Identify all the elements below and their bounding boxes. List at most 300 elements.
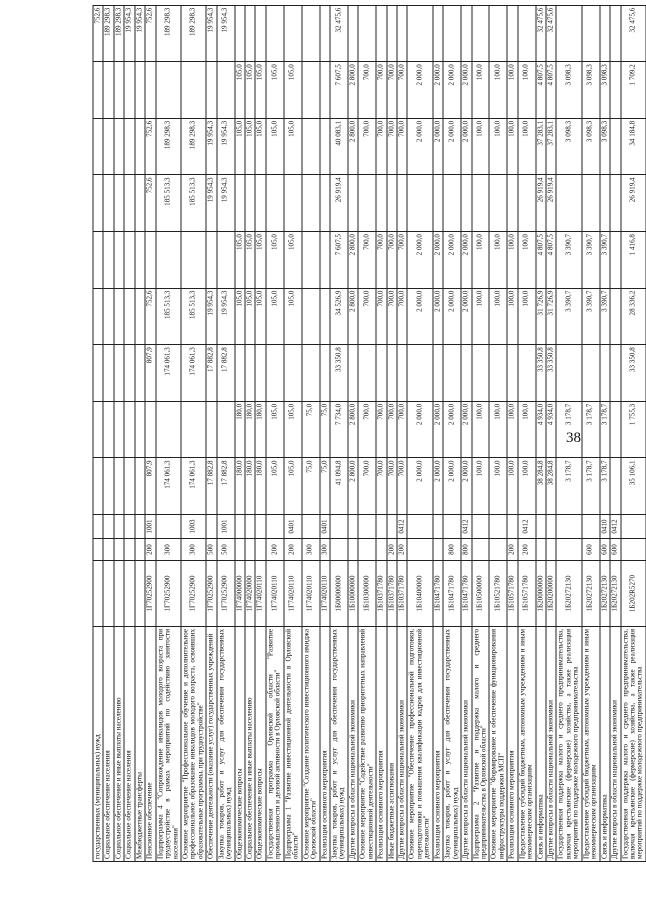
amount-cell [284, 175, 302, 232]
amount-cell: 105,0 [255, 118, 265, 175]
amount-cell [206, 232, 216, 289]
section-cell: 1003 [181, 515, 206, 539]
amount-cell: 174 061,3 [181, 458, 206, 515]
amount-cell: 2 000,0 [433, 288, 443, 345]
amount-cell: 3 390,7 [600, 232, 610, 289]
amount-cell [156, 401, 181, 458]
section-cell [302, 515, 320, 539]
expense-type-cell: 300 [156, 539, 181, 561]
amount-cell: 105,0 [266, 118, 284, 175]
amount-cell: 189 298,3 [156, 5, 181, 62]
amount-cell: 2 000,0 [433, 62, 443, 119]
amount-cell: 700,0 [397, 232, 407, 289]
section-cell [621, 515, 646, 539]
amount-cell: 700,0 [358, 458, 376, 515]
amount-cell: 752,6 [145, 288, 155, 345]
expense-type-cell [93, 539, 103, 561]
amount-cell: 185 513,3 [156, 288, 181, 345]
table-row [461, 5, 471, 861]
table-row [546, 5, 556, 861]
amount-cell: 100,0 [507, 288, 517, 345]
expense-type-cell: 200 [518, 539, 536, 561]
expense-type-cell: 200 [507, 539, 517, 561]
row-name-cell: Реализация основного мероприятия [376, 627, 386, 862]
amount-cell: 105,0 [266, 401, 284, 458]
amount-cell: 2 000,0 [433, 401, 443, 458]
budget-table [93, 5, 646, 862]
amount-cell [245, 5, 255, 62]
amount-cell: 34 526,9 [330, 288, 348, 345]
amount-cell: 3 390,7 [556, 232, 581, 289]
section-cell [245, 515, 255, 539]
amount-cell: 174 061,3 [156, 345, 181, 402]
amount-cell: 700,0 [387, 118, 397, 175]
amount-cell: 700,0 [376, 232, 386, 289]
target-article-cell [93, 561, 103, 627]
expense-type-cell [489, 539, 507, 561]
table-row [103, 5, 113, 861]
table-row [621, 5, 646, 861]
amount-cell: 3 098,3 [600, 62, 610, 119]
expense-type-cell: 200 [145, 539, 155, 561]
section-cell: 0412 [397, 515, 407, 539]
section-cell [93, 515, 103, 539]
amount-cell: 3 098,3 [582, 62, 600, 119]
row-name-cell: Другие вопросы в области национальной экономики [546, 627, 556, 862]
amount-cell: 7 607,5 [330, 62, 348, 119]
amount-cell: 700,0 [358, 118, 376, 175]
expense-type-cell [358, 539, 376, 561]
row-name-cell: Связь и информатика [536, 627, 546, 862]
expense-type-cell: 300 [320, 539, 330, 561]
amount-cell: 3 390,7 [556, 288, 581, 345]
amount-cell [93, 345, 103, 402]
amount-cell [135, 118, 145, 175]
target-article-cell: 1Б10371780 [397, 561, 407, 627]
amount-cell: 19 954,3 [206, 118, 216, 175]
amount-cell: 100,0 [472, 288, 490, 345]
amount-cell [93, 232, 103, 289]
row-name-cell: Другие вопросы в области национальной экономики [397, 627, 407, 862]
amount-cell [124, 401, 134, 458]
amount-cell [461, 5, 471, 62]
amount-cell [600, 5, 610, 62]
amount-cell: 17 882,8 [217, 345, 235, 402]
target-article-cell: 1Г74020110 [302, 561, 320, 627]
section-cell: 0412 [518, 515, 536, 539]
table-row [330, 5, 348, 861]
expense-type-cell [245, 539, 255, 561]
amount-cell [93, 62, 103, 119]
table-row [93, 5, 103, 861]
amount-cell: 2 800,0 [348, 288, 358, 345]
amount-cell [507, 175, 517, 232]
amount-cell: 180,0 [245, 458, 255, 515]
amount-cell: 32 475,6 [536, 5, 546, 62]
amount-cell: 2 000,0 [407, 288, 432, 345]
amount-cell: 75,0 [302, 401, 320, 458]
amount-cell: 19 954,3 [217, 175, 235, 232]
target-article-cell [114, 561, 124, 627]
amount-cell: 2 000,0 [461, 288, 471, 345]
amount-cell: 3 178,7 [582, 458, 600, 515]
amount-cell: 2 000,0 [407, 62, 432, 119]
amount-cell: 105,0 [284, 62, 302, 119]
amount-cell: 4 934,0 [546, 401, 556, 458]
row-name-cell: Подпрограмма 4 "Сопровождение инвалидов молодого возраста при трудоустройстве в рамках мероприятий по содействию занятости населения" [156, 627, 181, 862]
amount-cell: 100,0 [518, 118, 536, 175]
amount-cell [114, 288, 124, 345]
amount-cell [320, 62, 330, 119]
amount-cell [135, 232, 145, 289]
row-name-cell: Закупка товаров, работ и услуг для обеспечения государственных (муниципальных) нужд [330, 627, 348, 862]
amount-cell: 807,9 [145, 345, 155, 402]
row-name-cell: Реализация основного мероприятия [433, 627, 443, 862]
amount-cell: 75,0 [320, 401, 330, 458]
amount-cell [124, 288, 134, 345]
amount-cell [114, 175, 124, 232]
target-article-cell: 1Г70252900 [181, 561, 206, 627]
row-name-cell: Общеэкономические вопросы [255, 627, 265, 862]
amount-cell: 2 000,0 [433, 232, 443, 289]
amount-cell [266, 5, 284, 62]
amount-cell: 700,0 [397, 288, 407, 345]
amount-cell: 100,0 [518, 62, 536, 119]
row-name-cell: Основное мероприятие "Формирование и обеспечение функционирования инфраструктуры поддержки МСП" [489, 627, 507, 862]
amount-cell: 2 000,0 [461, 118, 471, 175]
amount-cell [135, 458, 145, 515]
amount-cell [124, 175, 134, 232]
amount-cell: 40 083,1 [330, 118, 348, 175]
amount-cell: 180,0 [245, 401, 255, 458]
section-cell [124, 515, 134, 539]
section-cell [348, 515, 358, 539]
expense-type-cell: 500 [217, 539, 235, 561]
amount-cell [348, 175, 358, 232]
section-cell: 0412 [610, 515, 620, 539]
amount-cell [358, 345, 376, 402]
expense-type-cell: 300 [302, 539, 320, 561]
amount-cell [266, 175, 284, 232]
amount-cell: 4 807,5 [536, 232, 546, 289]
amount-cell [489, 5, 507, 62]
amount-cell [255, 175, 265, 232]
amount-cell: 19 954,3 [206, 5, 216, 62]
section-cell [156, 515, 181, 539]
expense-type-cell [114, 539, 124, 561]
amount-cell [245, 345, 255, 402]
expense-type-cell: 600 [600, 539, 610, 561]
amount-cell: 1 416,8 [621, 232, 646, 289]
target-article-cell [124, 561, 134, 627]
amount-cell: 2 000,0 [407, 232, 432, 289]
amount-cell: 105,0 [266, 62, 284, 119]
amount-cell: 2 000,0 [433, 118, 443, 175]
amount-cell: 700,0 [358, 288, 376, 345]
amount-cell [124, 345, 134, 402]
table-row [245, 5, 255, 861]
target-article-cell: 1Б10000000 [348, 561, 358, 627]
expense-type-cell: 200 [397, 539, 407, 561]
amount-cell [443, 345, 461, 402]
target-article-cell: 1Г74020110 [320, 561, 330, 627]
amount-cell [610, 401, 620, 458]
amount-cell [443, 175, 461, 232]
amount-cell: 100,0 [472, 401, 490, 458]
amount-cell: 700,0 [376, 118, 386, 175]
amount-cell [302, 5, 320, 62]
section-cell [135, 515, 145, 539]
expense-type-cell [103, 539, 113, 561]
row-name-cell: Другие вопросы в области национальной экономики [610, 627, 620, 862]
amount-cell: 38 284,8 [536, 458, 546, 515]
target-article-cell [103, 561, 113, 627]
section-cell [407, 515, 432, 539]
target-article-cell: 1Б10300000 [358, 561, 376, 627]
amount-cell [103, 118, 113, 175]
table-row [235, 5, 245, 861]
amount-cell [376, 5, 386, 62]
amount-cell [507, 5, 517, 62]
amount-cell [397, 175, 407, 232]
row-name-cell: Государственная программа Орловской области "Развитие промышленности и деловой активности в Орловской области" [266, 627, 284, 862]
expense-type-cell: 800 [461, 539, 471, 561]
amount-cell: 752,6 [145, 118, 155, 175]
target-article-cell: 1Б202R5270 [621, 561, 646, 627]
amount-cell: 2 000,0 [461, 401, 471, 458]
amount-cell: 189 298,3 [181, 5, 206, 62]
expense-type-cell [124, 539, 134, 561]
amount-cell: 100,0 [518, 232, 536, 289]
amount-cell: 185 513,3 [156, 175, 181, 232]
amount-cell: 189 298,3 [103, 5, 113, 62]
amount-cell [433, 175, 443, 232]
amount-cell [387, 345, 397, 402]
amount-cell [145, 62, 155, 119]
amount-cell: 105,0 [235, 118, 245, 175]
amount-cell: 105,0 [245, 118, 255, 175]
amount-cell [472, 5, 490, 62]
table-row [610, 5, 620, 861]
amount-cell: 17 882,8 [206, 345, 216, 402]
amount-cell [103, 458, 113, 515]
section-cell: 0401 [320, 515, 330, 539]
section-cell: 1001 [217, 515, 235, 539]
table-row [582, 5, 600, 861]
section-cell [582, 515, 600, 539]
amount-cell: 2 000,0 [443, 118, 461, 175]
amount-cell [103, 175, 113, 232]
expense-type-cell [556, 539, 581, 561]
target-article-cell: 1Б10371780 [376, 561, 386, 627]
expense-type-cell [433, 539, 443, 561]
amount-cell: 31 726,9 [546, 288, 556, 345]
expense-type-cell [536, 539, 546, 561]
row-name-cell: Основное мероприятие "Создание политического инвестиционного имиджа Орловской области" [302, 627, 320, 862]
target-article-cell: 1Б10500000 [472, 561, 490, 627]
amount-cell: 3 098,3 [556, 62, 581, 119]
row-name-cell: Реализация основного мероприятия [507, 627, 517, 862]
amount-cell: 752,6 [93, 5, 103, 62]
amount-cell [320, 5, 330, 62]
target-article-cell: 1Б20272130 [556, 561, 581, 627]
amount-cell: 189 298,3 [181, 118, 206, 175]
amount-cell [461, 175, 471, 232]
amount-cell: 4 807,5 [546, 62, 556, 119]
amount-cell [610, 5, 620, 62]
amount-cell: 37 283,1 [546, 118, 556, 175]
section-cell [103, 515, 113, 539]
amount-cell: 3 390,7 [600, 288, 610, 345]
amount-cell: 100,0 [518, 458, 536, 515]
amount-cell [507, 345, 517, 402]
row-name-cell: Иные бюджетные ассигнования [387, 627, 397, 862]
amount-cell: 185 513,3 [181, 175, 206, 232]
amount-cell: 2 000,0 [407, 458, 432, 515]
amount-cell [135, 62, 145, 119]
amount-cell: 180,0 [255, 458, 265, 515]
amount-cell: 2 000,0 [443, 458, 461, 515]
target-article-cell: 1Б10571780 [507, 561, 517, 627]
amount-cell: 105,0 [284, 288, 302, 345]
amount-cell: 180,0 [235, 401, 245, 458]
amount-cell: 180,0 [235, 458, 245, 515]
target-article-cell: 1Б10571780 [518, 561, 536, 627]
amount-cell: 33 350,8 [330, 345, 348, 402]
table-row [206, 5, 216, 861]
amount-cell: 4 807,5 [536, 62, 546, 119]
expense-type-cell: 800 [443, 539, 461, 561]
amount-cell [582, 5, 600, 62]
table-row [114, 5, 124, 861]
target-article-cell: 1Б20200000 [546, 561, 556, 627]
amount-cell: 33 350,8 [536, 345, 546, 402]
amount-cell [302, 175, 320, 232]
section-cell: 0401 [284, 515, 302, 539]
target-article-cell: 1Б00000000 [330, 561, 348, 627]
amount-cell [217, 232, 235, 289]
amount-cell: 3 178,7 [556, 458, 581, 515]
amount-cell: 100,0 [507, 62, 517, 119]
table-row [255, 5, 265, 861]
amount-cell [103, 232, 113, 289]
amount-cell [518, 345, 536, 402]
amount-cell [348, 5, 358, 62]
amount-cell: 3 098,3 [582, 118, 600, 175]
amount-cell: 2 000,0 [407, 401, 432, 458]
amount-cell [235, 175, 245, 232]
amount-cell: 2 000,0 [443, 401, 461, 458]
amount-cell [206, 62, 216, 119]
amount-cell [320, 118, 330, 175]
amount-cell [114, 232, 124, 289]
target-article-cell: 1Г74020110 [284, 561, 302, 627]
amount-cell: 19 954,3 [206, 175, 216, 232]
amount-cell: 105,0 [284, 232, 302, 289]
amount-cell [93, 288, 103, 345]
row-name-cell: Государственная поддержка малого и среднего предпринимательства, включая крестьянские (фермерские) хозяйства, а также реализация мероприятий по поддержке молодежного предпринимательства [556, 627, 581, 862]
row-name-cell: Закупка товаров, работ и услуг для обеспечения государственных (муниципальных) нужд [217, 627, 235, 862]
amount-cell [582, 345, 600, 402]
amount-cell: 105,0 [266, 232, 284, 289]
amount-cell [518, 5, 536, 62]
section-cell: 0410 [600, 515, 610, 539]
section-cell [358, 515, 376, 539]
amount-cell: 100,0 [489, 288, 507, 345]
amount-cell [235, 5, 245, 62]
amount-cell [610, 458, 620, 515]
expense-type-cell: 300 [181, 539, 206, 561]
table-row [217, 5, 235, 861]
table-row [536, 5, 546, 861]
amount-cell [103, 401, 113, 458]
table-row [124, 5, 134, 861]
amount-cell: 26 919,4 [546, 175, 556, 232]
amount-cell: 100,0 [507, 401, 517, 458]
amount-cell: 105,0 [235, 62, 245, 119]
table-row [135, 5, 145, 861]
row-name-cell: Основное мероприятие "Обеспечение профессиональной подготовки, переподготовки и повышения квалификации кадров для инвестиционной деятельности" [407, 627, 432, 862]
amount-cell: 3 098,3 [600, 118, 610, 175]
amount-cell: 100,0 [489, 401, 507, 458]
row-name-cell: Основное мероприятие "Профессиональное обучение и дополнительное профессиональное образование инвалидов молодого возраста, освоивших образовательные программы, при трудоустройстве" [181, 627, 206, 862]
amount-cell: 28 336,2 [621, 288, 646, 345]
amount-cell [397, 5, 407, 62]
amount-cell [302, 288, 320, 345]
amount-cell: 19 954,3 [124, 5, 134, 62]
amount-cell [156, 232, 181, 289]
amount-cell: 752,6 [145, 175, 155, 232]
amount-cell [556, 175, 581, 232]
row-name-cell: Предоставление субсидий бюджетным, автономным учреждениям и иным некоммерческим организациям [518, 627, 536, 862]
table-row [518, 5, 536, 861]
amount-cell: 38 284,8 [546, 458, 556, 515]
target-article-cell: 1Б10371780 [387, 561, 397, 627]
table-row [489, 5, 507, 861]
amount-cell: 19 954,3 [206, 288, 216, 345]
table-row [507, 5, 517, 861]
amount-cell: 2 000,0 [461, 232, 471, 289]
section-cell [266, 515, 284, 539]
amount-cell [266, 345, 284, 402]
row-name-cell: Пенсионное обеспечение [145, 627, 155, 862]
amount-cell [114, 401, 124, 458]
expense-type-cell: 200 [387, 539, 397, 561]
amount-cell: 700,0 [387, 458, 397, 515]
row-name-cell: Социальное обеспечение и иные выплаты населению [245, 627, 255, 862]
amount-cell: 700,0 [358, 401, 376, 458]
section-cell [330, 515, 348, 539]
amount-cell: 7 734,0 [330, 401, 348, 458]
amount-cell [135, 175, 145, 232]
amount-cell [181, 62, 206, 119]
amount-cell [433, 345, 443, 402]
amount-cell: 180,0 [255, 401, 265, 458]
row-name-cell: Связь и информатика [600, 627, 610, 862]
table-row [302, 5, 320, 861]
amount-cell [610, 62, 620, 119]
amount-cell: 100,0 [489, 458, 507, 515]
expense-type-cell: 200 [266, 539, 284, 561]
amount-cell [610, 288, 620, 345]
amount-cell [103, 62, 113, 119]
amount-cell: 3 098,3 [556, 118, 581, 175]
expense-type-cell: 600 [610, 539, 620, 561]
amount-cell [610, 232, 620, 289]
amount-cell [302, 232, 320, 289]
target-article-cell: 1Б10521780 [489, 561, 507, 627]
amount-cell: 700,0 [376, 401, 386, 458]
